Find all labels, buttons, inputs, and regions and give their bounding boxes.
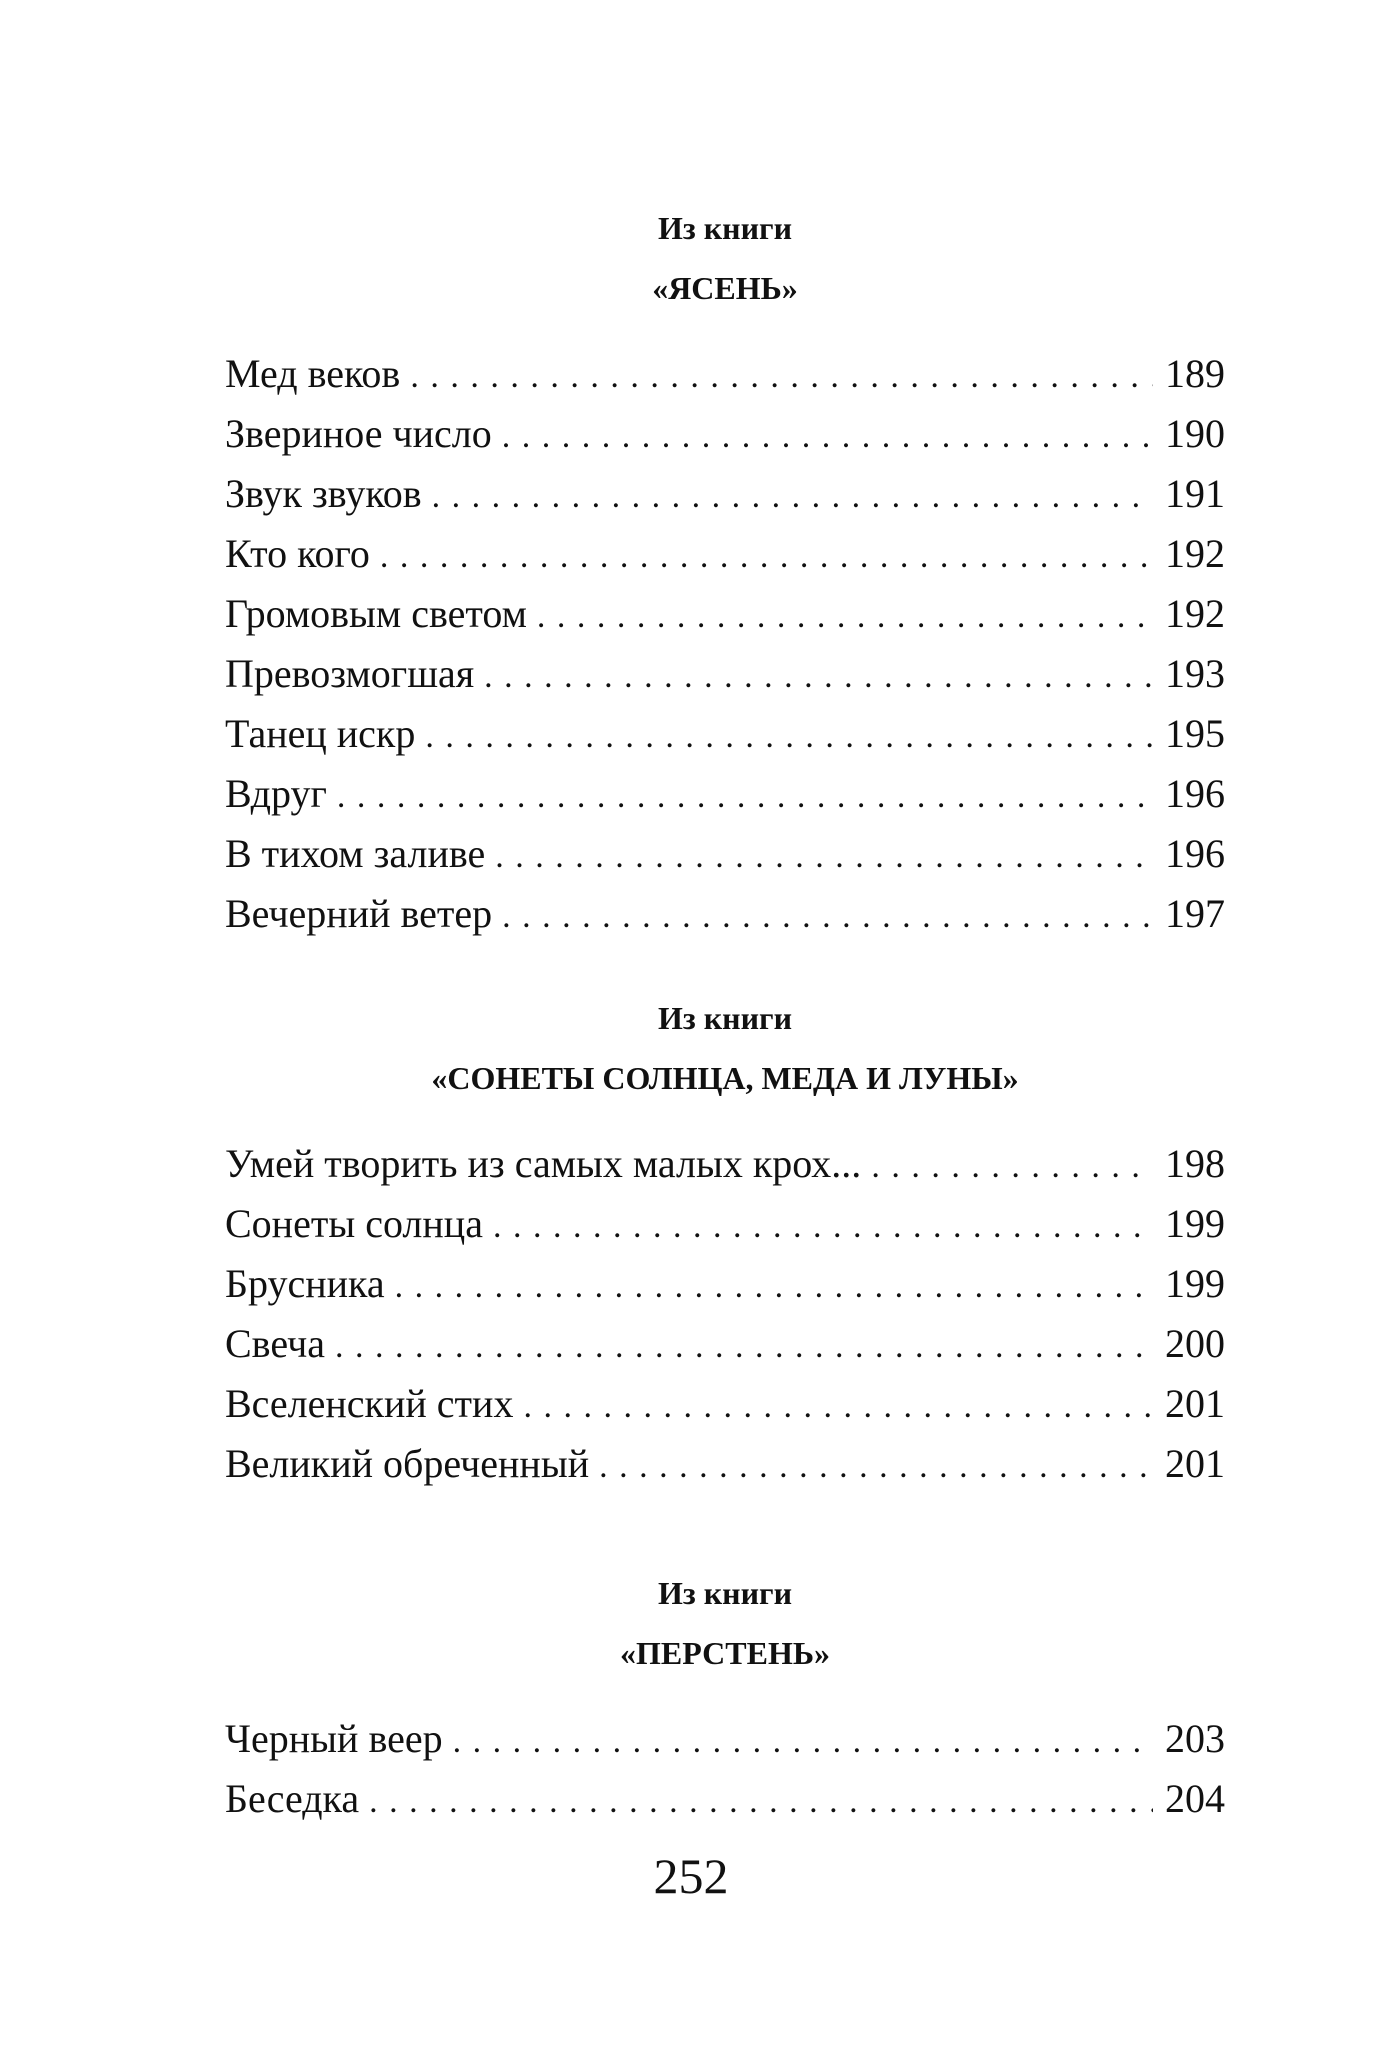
toc-entry[interactable] <box>225 464 1225 524</box>
section-book-title: «ЯСЕНЬ» <box>652 270 798 306</box>
section-heading-prefix: Из книги <box>657 1575 793 1611</box>
entry-title: Вечерний ветер <box>225 891 493 936</box>
toc-entry[interactable] <box>225 524 1225 584</box>
toc-entry[interactable] <box>225 1314 1225 1374</box>
entry-page-number: 197 <box>1165 891 1225 936</box>
entry-title: Громовым светом <box>225 591 527 636</box>
toc-entry[interactable] <box>225 1134 1225 1194</box>
toc-entry[interactable] <box>225 764 1225 824</box>
dot-leader <box>369 1772 1153 1829</box>
entry-title: Вдруг <box>225 771 327 816</box>
entry-title: Звериное число <box>225 411 492 456</box>
entry-title: Мед веков <box>225 351 401 396</box>
section-heading-prefix: Из книги <box>657 1000 793 1036</box>
entry-page-number: 189 <box>1165 351 1225 396</box>
toc-section <box>225 1563 1225 1829</box>
page-number: 252 <box>653 1848 729 1904</box>
entry-page-number: 199 <box>1165 1201 1225 1246</box>
entry-page-number: 198 <box>1165 1141 1225 1186</box>
toc-entry[interactable] <box>225 1374 1225 1434</box>
entry-title: Брусника <box>225 1261 385 1306</box>
entry-title: Превозмогшая <box>225 651 475 696</box>
entry-page-number: 196 <box>1165 771 1225 816</box>
toc-entry[interactable] <box>225 1434 1225 1494</box>
entry-page-number: 192 <box>1165 591 1225 636</box>
toc-entry[interactable] <box>225 644 1225 704</box>
entry-title: Танец искр <box>225 711 416 756</box>
toc-entry[interactable] <box>225 824 1225 884</box>
toc-entry[interactable] <box>225 344 1225 404</box>
section-book-title: «СОНЕТЫ СОЛНЦА, МЕДА И ЛУНЫ» <box>431 1060 1019 1096</box>
dot-leader <box>380 527 1153 584</box>
toc-section <box>225 198 1225 944</box>
entry-page-number: 200 <box>1165 1321 1225 1366</box>
entry-page-number: 196 <box>1165 831 1225 876</box>
dot-leader <box>484 647 1153 704</box>
entry-title: Великий обреченный <box>225 1441 590 1486</box>
entry-title: Сонеты солнца <box>225 1201 483 1246</box>
dot-leader <box>871 1137 1153 1194</box>
entry-page-number: 195 <box>1165 711 1225 756</box>
toc-section <box>225 988 1225 1494</box>
entry-title: Черный веер <box>225 1716 443 1761</box>
entry-page-number: 204 <box>1165 1776 1225 1821</box>
dot-leader <box>599 1437 1153 1494</box>
entry-title: В тихом заливе <box>225 831 486 876</box>
dot-leader <box>495 827 1153 884</box>
entry-page-number: 199 <box>1165 1261 1225 1306</box>
dot-leader <box>432 467 1153 524</box>
dot-leader <box>502 407 1153 464</box>
section-heading-prefix: Из книги <box>657 210 793 246</box>
dot-leader <box>502 887 1153 944</box>
toc-entry[interactable] <box>225 584 1225 644</box>
entry-page-number: 193 <box>1165 651 1225 696</box>
toc-entry[interactable] <box>225 884 1225 944</box>
dot-leader <box>337 767 1153 824</box>
toc-entries <box>225 344 1225 944</box>
dot-leader <box>335 1317 1153 1374</box>
toc-entry[interactable] <box>225 1194 1225 1254</box>
toc-entry[interactable] <box>225 1254 1225 1314</box>
entry-page-number: 203 <box>1165 1716 1225 1761</box>
toc-entry[interactable] <box>225 704 1225 764</box>
entry-title: Беседка <box>225 1776 360 1821</box>
entry-title: Кто кого <box>225 531 370 576</box>
section-book-title: «ПЕРСТЕНЬ» <box>619 1635 830 1671</box>
entry-title: Умей творить из самых малых крох... <box>225 1141 862 1186</box>
dot-leader <box>537 587 1153 644</box>
entry-page-number: 190 <box>1165 411 1225 456</box>
dot-leader <box>453 1712 1153 1769</box>
dot-leader <box>395 1257 1153 1314</box>
dot-leader <box>410 347 1153 404</box>
toc-entry[interactable] <box>225 1709 1225 1769</box>
entry-page-number: 201 <box>1165 1441 1225 1486</box>
toc-entries <box>225 1709 1225 1829</box>
entry-page-number: 192 <box>1165 531 1225 576</box>
dot-leader <box>493 1197 1153 1254</box>
dot-leader <box>425 707 1153 764</box>
entry-title: Свеча <box>225 1321 325 1366</box>
dot-leader <box>523 1377 1153 1434</box>
toc-entry[interactable] <box>225 1769 1225 1829</box>
entry-title: Вселенский стих <box>225 1381 514 1426</box>
entry-title: Звук звуков <box>225 471 422 516</box>
toc-entry[interactable] <box>225 404 1225 464</box>
toc-entries <box>225 1134 1225 1494</box>
entry-page-number: 191 <box>1165 471 1225 516</box>
entry-page-number: 201 <box>1165 1381 1225 1426</box>
